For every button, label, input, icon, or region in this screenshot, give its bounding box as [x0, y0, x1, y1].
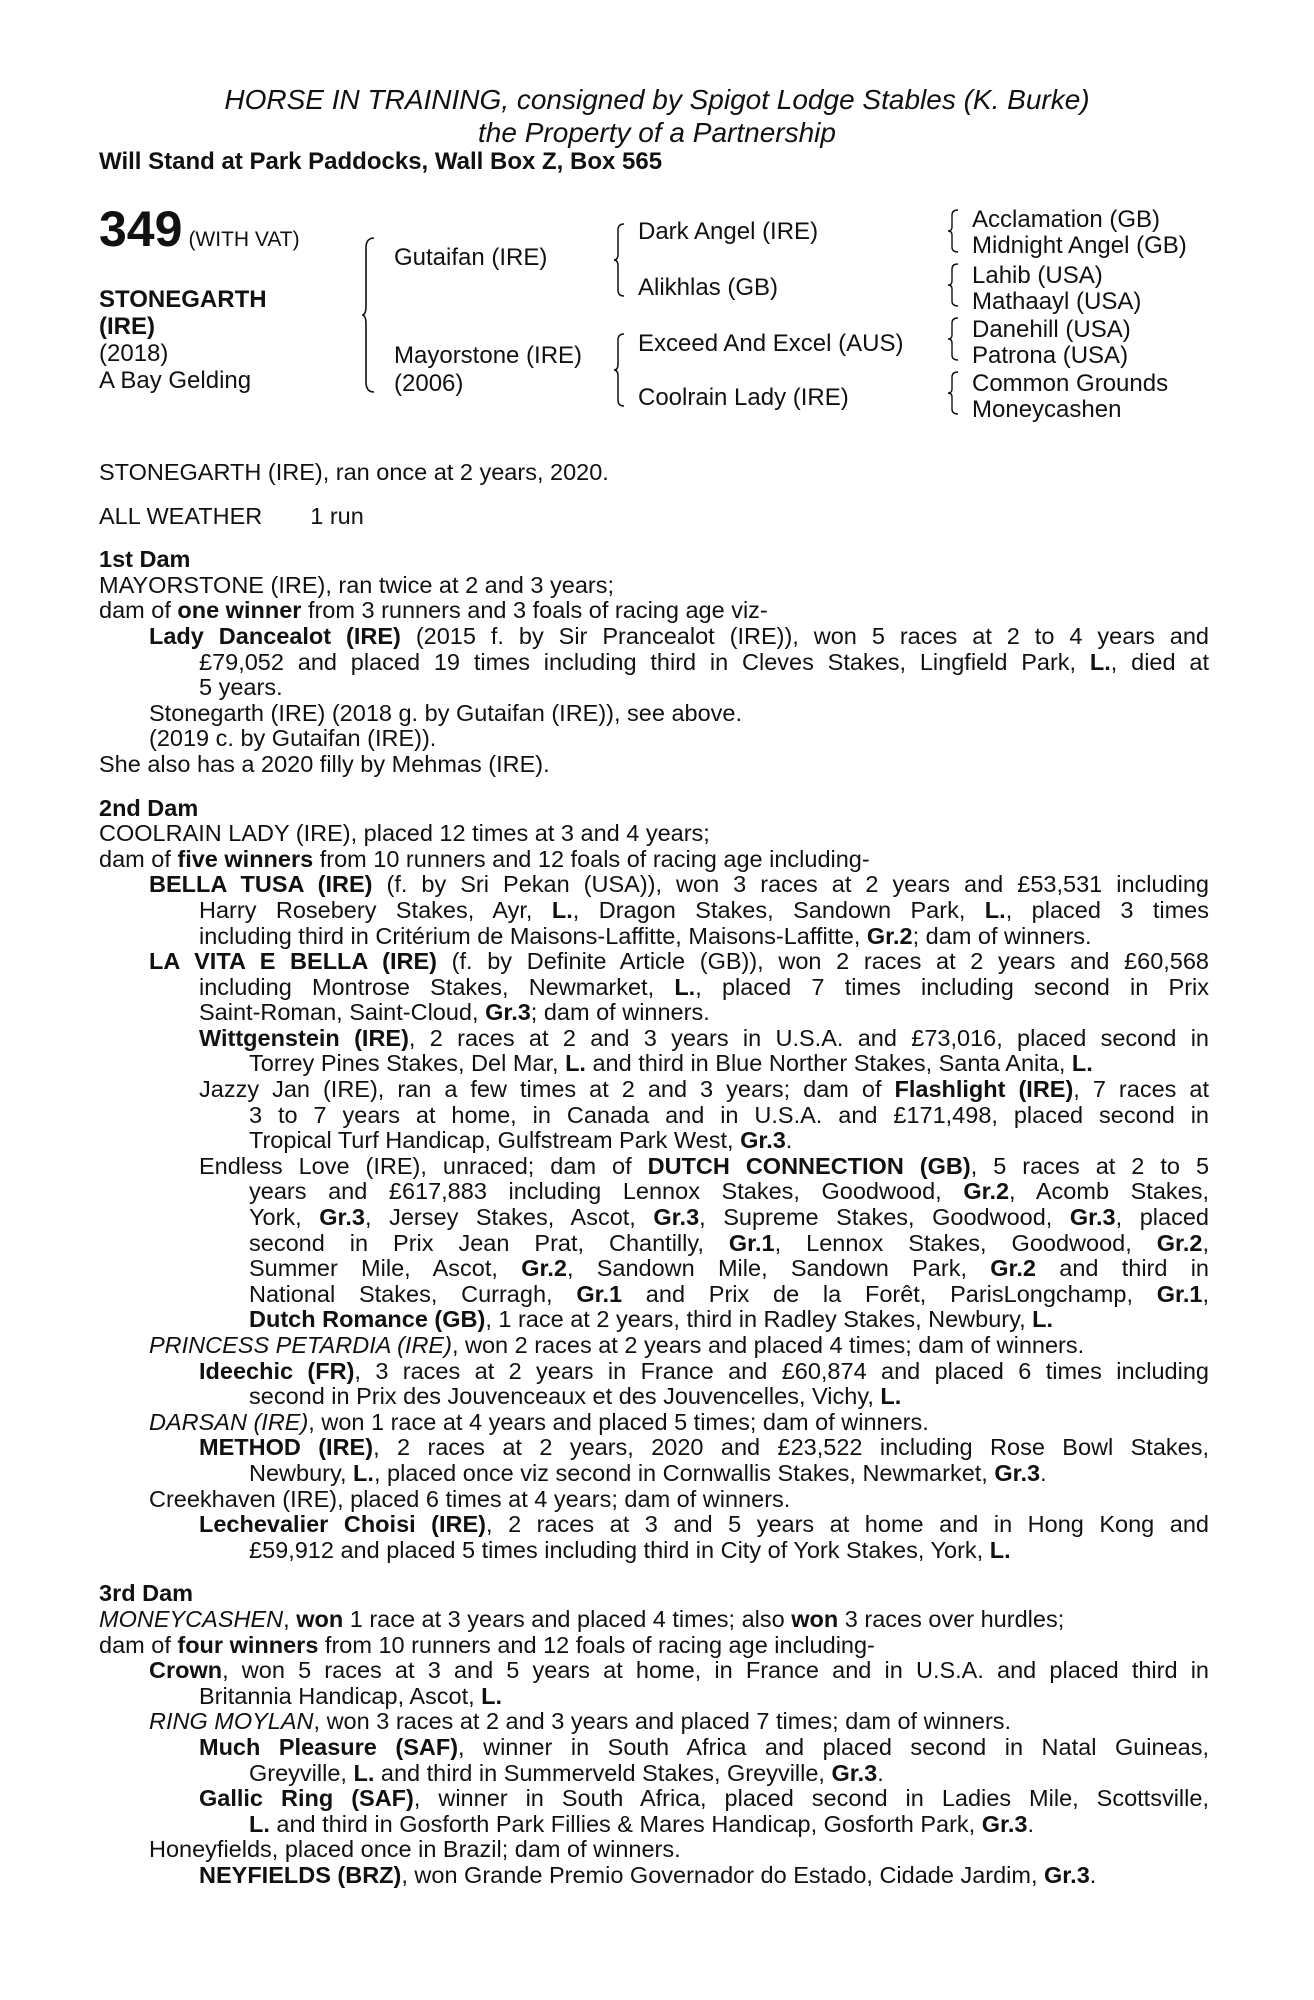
- first-dam-heading: 1st Dam: [99, 546, 191, 573]
- horse-name: STONEGARTH: [99, 286, 267, 313]
- pedigree-brace-ds: [948, 316, 960, 362]
- third-dam-line: MONEYCASHEN, won 1 race at 3 years and placed 4 times; also won 3 races over hurdles;: [99, 1605, 1065, 1632]
- pedigree-sire-sire: Dark Angel (IRE): [638, 218, 819, 245]
- produce-method-cont: Newbury, L., placed once viz second in Cornwallis Stakes, Newmarket, Gr.3.: [249, 1459, 1047, 1486]
- produce-lechevalier-cont: £59,912 and placed 5 times including third in City of York Stakes, York, L.: [249, 1536, 1011, 1563]
- produce-lechevalier-choisi: Lechevalier Choisi (IRE), 2 races at 3 and 5 years at home and in Hong Kong and: [199, 1512, 1209, 1538]
- produce-gallic-ring-cont: L. and third in Gosforth Park Fillies & Mares Handicap, Gosforth Park, Gr.3.: [249, 1810, 1034, 1837]
- produce-wittgenstein: Wittgenstein (IRE), 2 races at 2 and 3 years in U.S.A. and £73,016, placed second in: [199, 1025, 1209, 1051]
- pedigree-brace-sire: [614, 222, 626, 298]
- produce-bella-tusa-cont: Harry Rosebery Stakes, Ayr, L., Dragon Stakes, Sandown Park, L., placed 3 times: [199, 897, 1209, 923]
- produce-endless-love: Endless Love (IRE), unraced; dam of DUTCH CONNECTION (GB), 5 races at 2 to 5: [199, 1153, 1209, 1179]
- pedigree-brace-dam: [614, 332, 626, 408]
- produce-bella-tusa: BELLA TUSA (IRE) (f. by Sri Pekan (USA)), won 3 races at 2 years and £53,531 including: [149, 872, 1209, 898]
- pedigree-dam-year: (2006): [394, 370, 464, 397]
- produce-2019-colt: (2019 c. by Gutaifan (IRE)).: [149, 725, 437, 752]
- second-dam-produce: dam of five winners from 10 runners and 12 foals of racing age including-: [99, 845, 870, 872]
- produce-ideechic-cont: second in Prix des Jouvenceaux et des Jouvencelles, Vichy, L.: [249, 1383, 902, 1410]
- pedigree-brace-sd: [948, 262, 960, 308]
- pedigree-brace-dd: [948, 370, 960, 416]
- produce-jazzy-jan: Jazzy Jan (IRE), ran a few times at 2 and 3 years; dam of Flashlight (IRE), 7 races at: [199, 1077, 1209, 1103]
- produce-much-pleasure: Much Pleasure (SAF), winner in South Africa and placed second in Natal Guineas,: [199, 1734, 1209, 1760]
- produce-ring-moylan: RING MOYLAN, won 3 races at 2 and 3 years and placed 7 times; dam of winners.: [149, 1708, 1012, 1735]
- horse-country: (IRE): [99, 313, 155, 340]
- pedigree-sire: Gutaifan (IRE): [394, 244, 548, 271]
- produce-endless-love-l2: years and £617,883 including Lennox Stakes, Goodwood, Gr.2, Acomb Stakes,: [249, 1179, 1209, 1205]
- produce-creekhaven: Creekhaven (IRE), placed 6 times at 4 years; dam of winners.: [149, 1485, 791, 1512]
- produce-la-vita-end: Saint-Roman, Saint-Cloud, Gr.3; dam of winners.: [199, 999, 710, 1026]
- produce-lady-dancealot-cont: £79,052 and placed 19 times including third in Cleves Stakes, Lingfield Park, L., died at: [199, 649, 1209, 675]
- horse-year: (2018): [99, 340, 169, 367]
- pedigree-dam-dam: Coolrain Lady (IRE): [638, 384, 849, 411]
- lot-number-block: [99, 200, 300, 258]
- produce-jazzy-jan-end: Tropical Turf Handicap, Gulfstream Park West, Gr.3.: [249, 1127, 793, 1154]
- pedigree-sire-dam: Alikhlas (GB): [638, 274, 779, 301]
- horse-info: [99, 286, 267, 394]
- produce-la-vita-e-bella: LA VITA E BELLA (IRE) (f. by Definite Article (GB)), won 2 races at 2 years and £60,568: [149, 949, 1209, 975]
- produce-much-pleasure-cont: Greyville, L. and third in Summerveld Stakes, Greyville, Gr.3.: [249, 1759, 884, 1786]
- pedigree-dam-sire: Exceed And Excel (AUS): [638, 330, 904, 357]
- pedigree-dsd: Patrona (USA): [972, 342, 1129, 369]
- produce-lady-dancealot-end: 5 years.: [199, 674, 283, 701]
- pedigree-brace-ss: [948, 208, 960, 254]
- pedigree-brace-main: [362, 236, 376, 394]
- header-property: the Property of a Partnership: [478, 117, 836, 148]
- all-weather-value: 1 run: [310, 502, 364, 529]
- produce-bella-tusa-end: including third in Critérium de Maisons-Laffitte, Maisons-Laffitte, Gr.2; dam of winners.: [199, 922, 1092, 949]
- third-dam-heading: 3rd Dam: [99, 1580, 194, 1607]
- all-weather-label: ALL WEATHER: [99, 502, 263, 529]
- third-dam-produce: dam of four winners from 10 runners and 12 foals of racing age including-: [99, 1631, 875, 1658]
- header-location: Will Stand at Park Paddocks, Wall Box Z, Box 565: [99, 148, 663, 175]
- produce-2020-filly: She also has a 2020 filly by Mehmas (IRE).: [99, 750, 550, 777]
- produce-method: METHOD (IRE), 2 races at 2 years, 2020 and £23,522 including Rose Bowl Stakes,: [199, 1435, 1209, 1461]
- pedigree-dds: Common Grounds: [972, 370, 1169, 397]
- produce-wittgenstein-cont: Torrey Pines Stakes, Del Mar, L. and third in Blue Norther Stakes, Santa Anita, L.: [249, 1050, 1093, 1077]
- horse-description: A Bay Gelding: [99, 367, 252, 394]
- produce-la-vita-cont: including Montrose Stakes, Newmarket, L., placed 7 times including second in Prix: [199, 974, 1209, 1000]
- produce-endless-love-l6: National Stakes, Curragh, Gr.1 and Prix de la Forêt, ParisLongchamp, Gr.1,: [249, 1281, 1209, 1307]
- produce-endless-love-l5: Summer Mile, Ascot, Gr.2, Sandown Mile, Sandown Park, Gr.2 and third in: [249, 1256, 1209, 1282]
- summary-line: STONEGARTH (IRE), ran once at 2 years, 2020.: [99, 459, 609, 485]
- produce-gallic-ring: Gallic Ring (SAF), winner in South Africa, placed second in Ladies Mile, Scottsville,: [199, 1786, 1209, 1812]
- first-dam-produce: dam of one winner from 3 runners and 3 foals of racing age viz-: [99, 597, 768, 624]
- lot-vat: (WITH VAT): [188, 228, 300, 251]
- produce-crown-cont: Britannia Handicap, Ascot, L.: [199, 1682, 503, 1709]
- produce-endless-love-l4: second in Prix Jean Prat, Chantilly, Gr.1, Lennox Stakes, Goodwood, Gr.2,: [249, 1230, 1209, 1256]
- second-dam-line: COOLRAIN LADY (IRE), placed 12 times at 3 and 4 years;: [99, 820, 710, 847]
- pedigree-sds: Lahib (USA): [972, 262, 1103, 289]
- produce-princess-petardia: PRINCESS PETARDIA (IRE), won 2 races at 2 years and placed 4 times; dam of winners.: [149, 1332, 1085, 1358]
- produce-honeyfields: Honeyfields, placed once in Brazil; dam of winners.: [149, 1836, 681, 1863]
- produce-lady-dancealot: Lady Dancealot (IRE) (2015 f. by Sir Prancealot (IRE)), won 5 races at 2 to 4 years and: [149, 623, 1209, 649]
- lot-number: 349: [99, 201, 183, 257]
- pedigree-ssd: Midnight Angel (GB): [972, 232, 1187, 259]
- second-dam-heading: 2nd Dam: [99, 794, 199, 821]
- produce-ideechic: Ideechic (FR), 3 races at 2 years in France and £60,874 and placed 6 times including: [199, 1358, 1209, 1384]
- produce-dutch-romance: Dutch Romance (GB), 1 race at 2 years, third in Radley Stakes, Newbury, L.: [249, 1306, 1054, 1333]
- produce-neyfields: NEYFIELDS (BRZ), won Grande Premio Governador do Estado, Cidade Jardim, Gr.3.: [199, 1861, 1097, 1888]
- pedigree-ddd: Moneycashen: [972, 396, 1122, 423]
- produce-crown: Crown, won 5 races at 3 and 5 years at home, in France and in U.S.A. and placed third in: [149, 1658, 1209, 1684]
- first-dam-line: MAYORSTONE (IRE), ran twice at 2 and 3 years;: [99, 571, 614, 598]
- header-consignor: HORSE IN TRAINING, consigned by Spigot Lodge Stables (K. Burke): [224, 84, 1090, 115]
- produce-darsan: DARSAN (IRE), won 1 race at 4 years and placed 5 times; dam of winners.: [149, 1408, 929, 1435]
- race-record: [99, 460, 1209, 1888]
- pedigree-dss: Danehill (USA): [972, 316, 1131, 343]
- produce-stonegarth: Stonegarth (IRE) (2018 g. by Gutaifan (IRE)), see above.: [149, 699, 743, 726]
- pedigree-sdd: Mathaayl (USA): [972, 288, 1142, 315]
- produce-endless-love-l3: York, Gr.3, Jersey Stakes, Ascot, Gr.3, Supreme Stakes, Goodwood, Gr.3, placed: [249, 1205, 1209, 1231]
- pedigree-dam: Mayorstone (IRE): [394, 342, 583, 369]
- pedigree-sss: Acclamation (GB): [972, 206, 1161, 233]
- all-weather-line: [99, 504, 1209, 530]
- produce-jazzy-jan-cont: 3 to 7 years at home, in Canada and in U.S.A. and £171,498, placed second in: [249, 1102, 1209, 1128]
